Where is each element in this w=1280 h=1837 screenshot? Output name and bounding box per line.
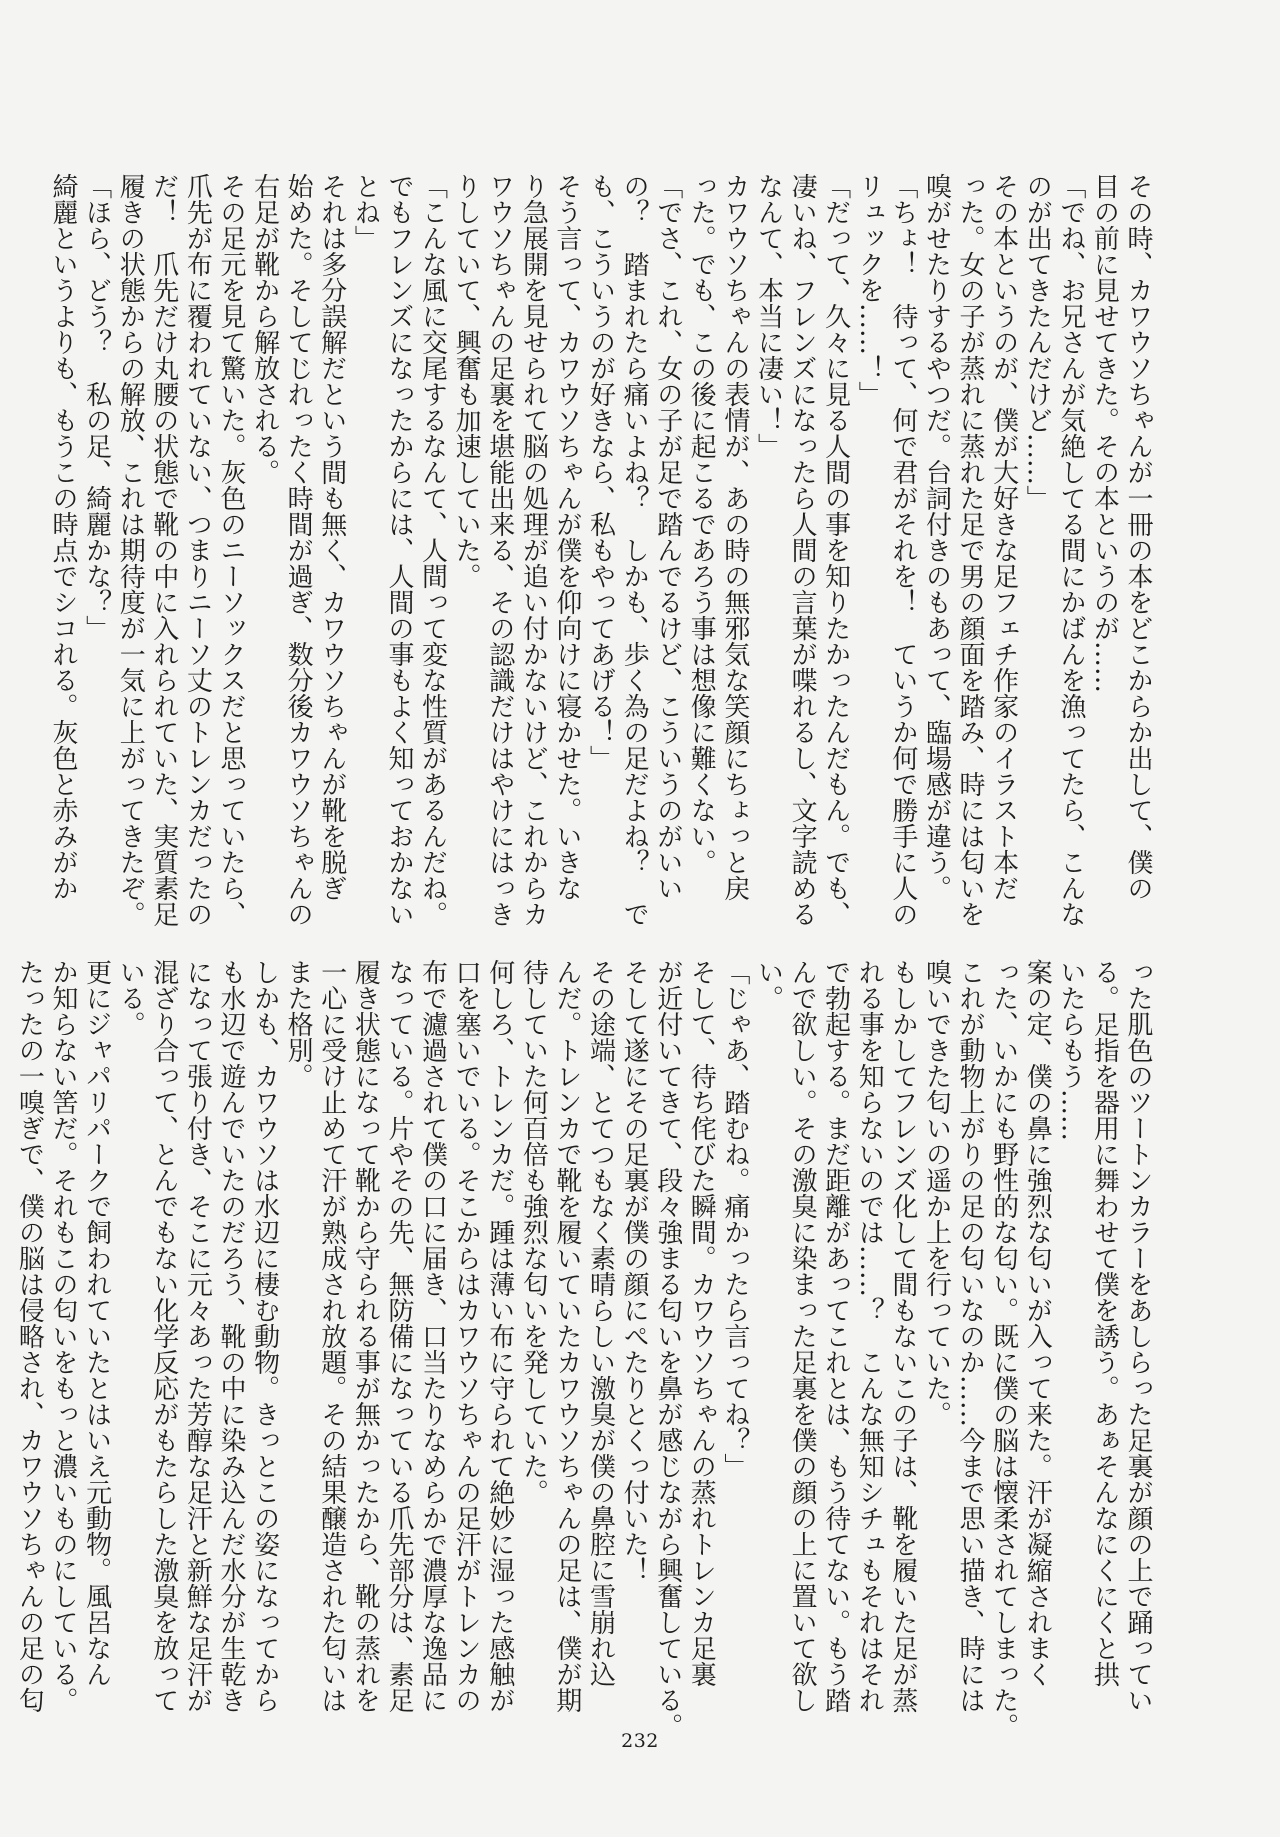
text-line: で勃起する。まだ距離があってこれとは、もう待てない。もう踏 [820, 959, 851, 1713]
text-line: になって張り付き、そこに元々あった芳醇な足汗と新鮮な足汗が [182, 959, 213, 1713]
text-line: 凄いね、フレンズになったら人間の言葉が喋れるし、文字読める [787, 173, 818, 927]
text-line: そう言って、カワウソちゃんが僕を仰向けに寝かせた。いきな [551, 173, 582, 901]
text-line: ワウソちゃんの足裏を堪能出来る、その認識だけはやけにはっき [484, 173, 515, 927]
text-line: 何しろ、トレンカだ。踵は薄い布に守られて絶妙に湿った感触が [484, 959, 515, 1713]
text-line: った。女の子が蒸れに蒸れた足で男の顔面を踏み、時には匂いを [955, 173, 986, 927]
text-line: 待していた何百倍も強烈な匂いを発していた。 [518, 959, 549, 1505]
text-line: も、こういうのが好きなら、私もやってあげる！」 [585, 173, 616, 771]
text-line: った肌色のツートンカラーをあしらった足裏が顔の上で踊ってい [1123, 959, 1153, 1713]
text-line: 「こんな風に交尾するなんて、人間って変な性質があるんだね。 [417, 173, 448, 927]
text-line: 始めた。そしてじれったく時間が過ぎ、数分後カワウソちゃんの [283, 173, 314, 927]
text-line: 履きの状態からの解放、これは期待度が一気に上がってきたぞ。 [115, 173, 146, 927]
text-line: これが動物上がりの足の匂いなのか……今まで思い描き、時には [955, 959, 986, 1713]
text-line: んで欲しい。その激臭に染まった足裏を僕の顔の上に置いて欲し [787, 959, 818, 1713]
text-line: った。でも、この後に起こるであろう事は想像に難くない。 [686, 173, 717, 875]
text-line: なんて、本当に凄い！」 [753, 173, 784, 459]
text-line: 嗅いできた匂いの遥か上を行っていた。 [921, 959, 952, 1427]
text-line: い。 [753, 959, 784, 1011]
text-line: その足元を見て驚いた。灰色のニーソックスだと思っていたら、 [215, 173, 246, 927]
text-line: の？ 踏まれたら痛いよね？ しかも、歩く為の足だよね？ で [619, 173, 650, 927]
text-line: 「じゃあ、踏むね。痛かったら言ってね？」 [719, 959, 750, 1479]
text-line: んだ。トレンカで靴を履いていたカワウソちゃんの足は、僕が期 [551, 959, 582, 1713]
text-line: もしかしてフレンズ化して間もないこの子は、靴を履いた足が蒸 [887, 959, 918, 1713]
text-line: が近付いてきて、段々強まる匂いを鼻が感じながら興奮している。 [652, 959, 683, 1739]
text-line: りしていて、興奮も加速していた。 [451, 173, 482, 589]
text-line: カワウソちゃんの表情が、あの時の無邪気な笑顔にちょっと戻 [719, 173, 750, 901]
text-line: 「でさ、これ、女の子が足で踏んでるけど、こういうのがいい [652, 173, 683, 901]
text-line: また格別。 [283, 959, 314, 1089]
upper-text-block [48, 173, 1154, 927]
text-line: 「ほら、どう？ 私の足、綺麗かな？」 [81, 173, 112, 641]
text-line: でもフレンズになったからには、人間の事もよく知っておかない [383, 173, 414, 927]
text-line: 更にジャパリパークで飼われていたとはいえ元動物。風呂なん [81, 959, 112, 1687]
text-line: たったの一嗅ぎで、僕の脳は侵略され、カワウソちゃんの足の匂 [14, 959, 45, 1713]
lower-text-block [14, 959, 1154, 1739]
text-line: とね」 [350, 173, 381, 251]
text-line: れる事を知らないのでは……？ こんな無知シチュもそれはそれ [854, 959, 885, 1713]
text-line: も水辺で遊んでいたのだろう、靴の中に染み込んだ水分が生乾き [215, 959, 246, 1713]
text-line: そして、待ち侘びた瞬間。カワウソちゃんの蒸れトレンカ足裏 [686, 959, 717, 1687]
text-line: なっている。片やその先、無防備になっている爪先部分は、素足 [383, 959, 414, 1713]
text-line: そして遂にその足裏が僕の顔にぺたりとくっ付いた！ [619, 959, 650, 1583]
text-line: る。足指を器用に舞わせて僕を誘う。あぁそんなにくにくと拱 [1089, 959, 1120, 1687]
text-line: 「でね、お兄さんが気絶してる間にかばんを漁ってたら、こんな [1055, 173, 1086, 927]
text-line: だ！ 爪先だけ丸腰の状態で靴の中に入れられていた、実質素足 [148, 173, 179, 927]
text-line: リュックを……！」 [854, 173, 885, 407]
text-line: のが出てきたんだけど……」 [1022, 173, 1053, 511]
text-line: か知らない筈だ。それもこの匂いをもっと濃いものにしている。 [48, 959, 78, 1713]
text-line: 爪先が布に覆われていない、つまりニーソ丈のトレンカだったの [182, 173, 213, 927]
text-line: その時、カワウソちゃんが一冊の本をどこからか出して、僕の [1123, 173, 1153, 901]
text-line: その本というのが、僕が大好きな足フェチ作家のイラスト本だ [988, 173, 1019, 901]
text-line: り急展開を見せられて脳の処理が追い付かないけど、これからカ [518, 173, 549, 927]
page-number: 232 [621, 1730, 659, 1752]
text-line: それは多分誤解だという間も無く、カワウソちゃんが靴を脱ぎ [316, 173, 347, 901]
text-line: 嗅がせたりするやつだ。台詞付きのもあって、臨場感が違う。 [921, 173, 952, 901]
text-line: 目の前に見せてきた。その本というのが…… [1089, 173, 1120, 693]
text-line: 混ざり合って、とんでもない化学反応がもたらした激臭を放って [148, 959, 179, 1713]
text-line: 「ちょ！ 待って、何で君がそれを！ ていうか何で勝手に人の [887, 173, 918, 927]
text-line: その途端、とてつもなく素晴らしい激臭が僕の鼻腔に雪崩れ込 [585, 959, 616, 1687]
text-line: った、いかにも野性的な匂い。既に僕の脳は懐柔されてしまった。 [988, 959, 1019, 1739]
text-line: しかも、カワウソは水辺に棲む動物。きっとこの姿になってから [249, 959, 280, 1713]
text-line: 右足が靴から解放される。 [249, 173, 280, 485]
text-line: 案の定、僕の鼻に強烈な匂いが入って来た。汗が凝縮されまく [1022, 959, 1053, 1687]
text-line: 綺麗というよりも、もうこの時点でシコれる。灰色と赤みがか [48, 173, 78, 901]
text-line: いたらもう…… [1055, 959, 1086, 1141]
text-line: 「だって、久々に見る人間の事を知りたかったんだもん。でも、 [820, 173, 851, 927]
text-line: 一心に受け止めて汗が熟成され放題。その結果醸造された匂いは [316, 959, 347, 1713]
text-line: 布で濾過されて僕の口に届き、口当たりなめらかで濃厚な逸品に [417, 959, 448, 1713]
text-line: 履き状態になって靴から守られる事が無かったから、靴の蒸れを [350, 959, 381, 1713]
text-line: いる。 [115, 959, 146, 1037]
text-line: 口を塞いでいる。そこからはカワウソちゃんの足汗がトレンカの [451, 959, 482, 1713]
